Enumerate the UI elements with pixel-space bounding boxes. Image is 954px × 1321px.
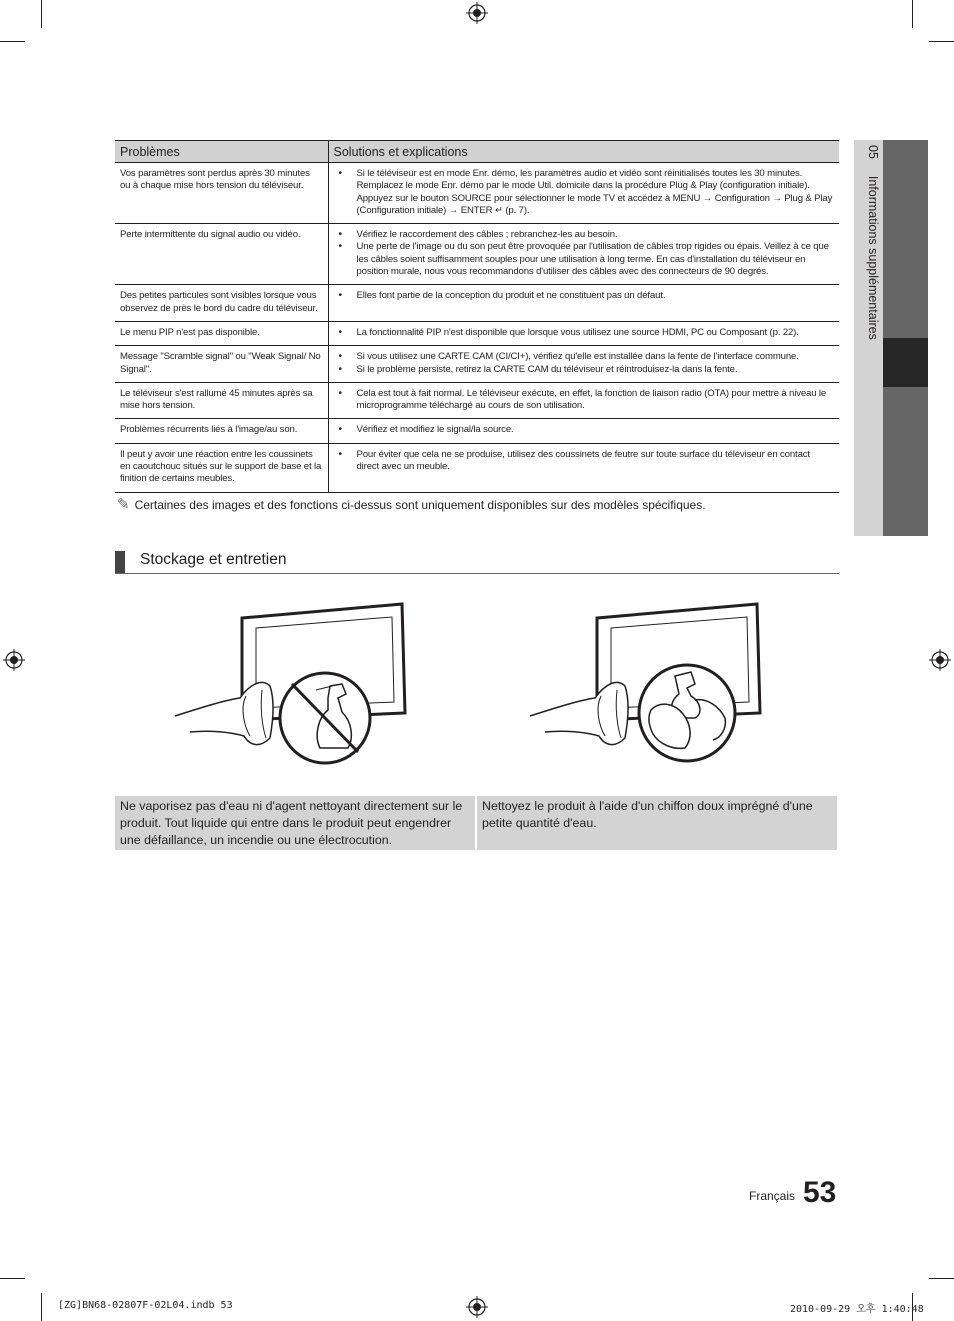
- table-row: [115, 419, 839, 443]
- table-row: [115, 443, 839, 492]
- pencil-note-icon: ✎: [117, 496, 130, 513]
- solution-item: • Si vous utilisez une CARTE CAM (CI/CI+), vérifiez qu'elle est installée dans la fente de l'interface commune.: [333, 351, 835, 363]
- solution-cell: [328, 285, 839, 322]
- table-row: [115, 382, 839, 419]
- registration-mark-icon: [466, 1296, 488, 1318]
- solution-item: • Elles font partie de la conception du produit et ne constituent pas un défaut.: [333, 290, 835, 302]
- column-header-solutions: Solutions et explications: [328, 141, 839, 163]
- solution-item: • Cela est tout à fait normal. Le téléviseur exécute, en effet, la fonction de liaison radio (OTA) pour mettre à niveau le microprogramme téléchargé au cours de son utilisation.: [333, 388, 835, 413]
- section-title: Stockage et entretien: [140, 551, 287, 568]
- crop-mark: [929, 1278, 954, 1279]
- table-row: [115, 285, 839, 322]
- print-slug-timestamp: 2010-09-29 오후 1:40:48: [790, 1304, 924, 1315]
- print-slug-file: [ZG]BN68-02807F-02L04.indb 53: [58, 1300, 233, 1311]
- solution-item: • Si le téléviseur est en mode Enr. démo, les paramètres audio et vidéo sont réinitialisés toutes les 30 minutes. Remplacez le mode Enr. démo par le mode Util. domicile dans la procédure Plug & Play (configuration initiale). Appuyez sur le bouton SOURCE pour sélectionner le mode TV et accédez à MENU → Configuration → Plug & Play (Configuration initiale) → ENTER ↵ (p. 7).: [333, 168, 835, 217]
- registration-mark-icon: [466, 2, 488, 24]
- table-row: [115, 346, 839, 383]
- solution-item: • Vérifiez le raccordement des câbles ; rebranchez-les au besoin.: [333, 229, 835, 241]
- table-row: [115, 224, 839, 285]
- do-not-spray-illustration: [170, 598, 410, 770]
- table-header-row: [115, 141, 839, 163]
- note: [117, 495, 706, 513]
- solution-cell: [328, 419, 839, 443]
- problem-cell: Problèmes récurrents liés à l'image/au son.: [115, 419, 328, 443]
- chapter-title: Informations supplémentaires: [866, 175, 880, 340]
- solution-cell: [328, 346, 839, 383]
- problem-cell: Vos paramètres sont perdus après 30 minutes ou à chaque mise hors tension du téléviseur.: [115, 163, 328, 224]
- column-header-problems: Problèmes: [115, 141, 328, 163]
- crop-mark: [41, 1293, 42, 1321]
- note-text: Certaines des images et des fonctions ci-dessus sont uniquement disponibles sur des modèles spécifiques.: [134, 498, 706, 512]
- solution-cell: [328, 382, 839, 419]
- crop-mark: [912, 0, 913, 28]
- problem-cell: Le téléviseur s'est rallumé 45 minutes après sa mise hors tension.: [115, 382, 328, 419]
- problem-cell: Des petites particules sont visibles lorsque vous observez de près le bord du cadre du téléviseur.: [115, 285, 328, 322]
- solution-item: • Pour éviter que cela ne se produise, utilisez des coussinets de feutre sur toute surface du téléviseur en contact direct avec un meuble.: [333, 449, 835, 474]
- page-number: 53: [803, 1176, 837, 1209]
- use-cloth-illustration: [525, 598, 765, 770]
- problem-cell: Il peut y avoir une réaction entre les coussinets en caoutchouc situés sur le support de base et la finition de certains meubles.: [115, 443, 328, 492]
- solution-item: • Une perte de l'image ou du son peut être provoquée par l'utilisation de câbles trop rigides ou épais. Veillez à ce que les câbles soient suffisamment souples pour une utilisation à long terme. En cas d'installation du téléviseur en position murale, nous vous recommandons d'utiliser des câbles avec des connecteurs de 90 degrés.: [333, 241, 835, 278]
- chapter-tab-label: [856, 145, 880, 405]
- chapter-tab-marker: [883, 338, 928, 387]
- registration-mark-icon: [929, 649, 951, 671]
- chapter-number: 05: [866, 145, 880, 159]
- solution-item: • Si le problème persiste, retirez la CARTE CAM du téléviseur et réintroduisez-la dans la fente.: [333, 364, 835, 376]
- table-row: [115, 163, 839, 224]
- crop-mark: [0, 41, 25, 42]
- troubleshooting-table: [115, 140, 839, 493]
- solution-cell: [328, 321, 839, 345]
- problem-cell: Message "Scramble signal" ou "Weak Signal/ No Signal".: [115, 346, 328, 383]
- footer-language: Français: [749, 1189, 796, 1203]
- problem-cell: Perte intermittente du signal audio ou vidéo.: [115, 224, 328, 285]
- problem-cell: Le menu PIP n'est pas disponible.: [115, 321, 328, 345]
- crop-mark: [41, 0, 42, 28]
- section-heading-bar: [115, 551, 125, 573]
- caption-do-not-spray: Ne vaporisez pas d'eau ni d'agent nettoyant directement sur le produit. Tout liquide qui entre dans le produit peut engendrer une défaillance, un incendie ou une électrocution.: [115, 796, 475, 850]
- solution-cell: [328, 163, 839, 224]
- solution-item: • Vérifiez et modifiez le signal/la source.: [333, 424, 835, 436]
- solution-cell: [328, 224, 839, 285]
- solution-item: • La fonctionnalité PIP n'est disponible que lorsque vous utilisez une source HDMI, PC ou Composant (p. 22).: [333, 327, 835, 339]
- table-row: [115, 321, 839, 345]
- registration-mark-icon: [3, 649, 25, 671]
- crop-mark: [929, 41, 954, 42]
- section-divider: [115, 573, 839, 574]
- caption-use-cloth: Nettoyez le produit à l'aide d'un chiffon doux imprégné d'une petite quantité d'eau.: [477, 796, 837, 850]
- crop-mark: [0, 1278, 25, 1279]
- solution-cell: [328, 443, 839, 492]
